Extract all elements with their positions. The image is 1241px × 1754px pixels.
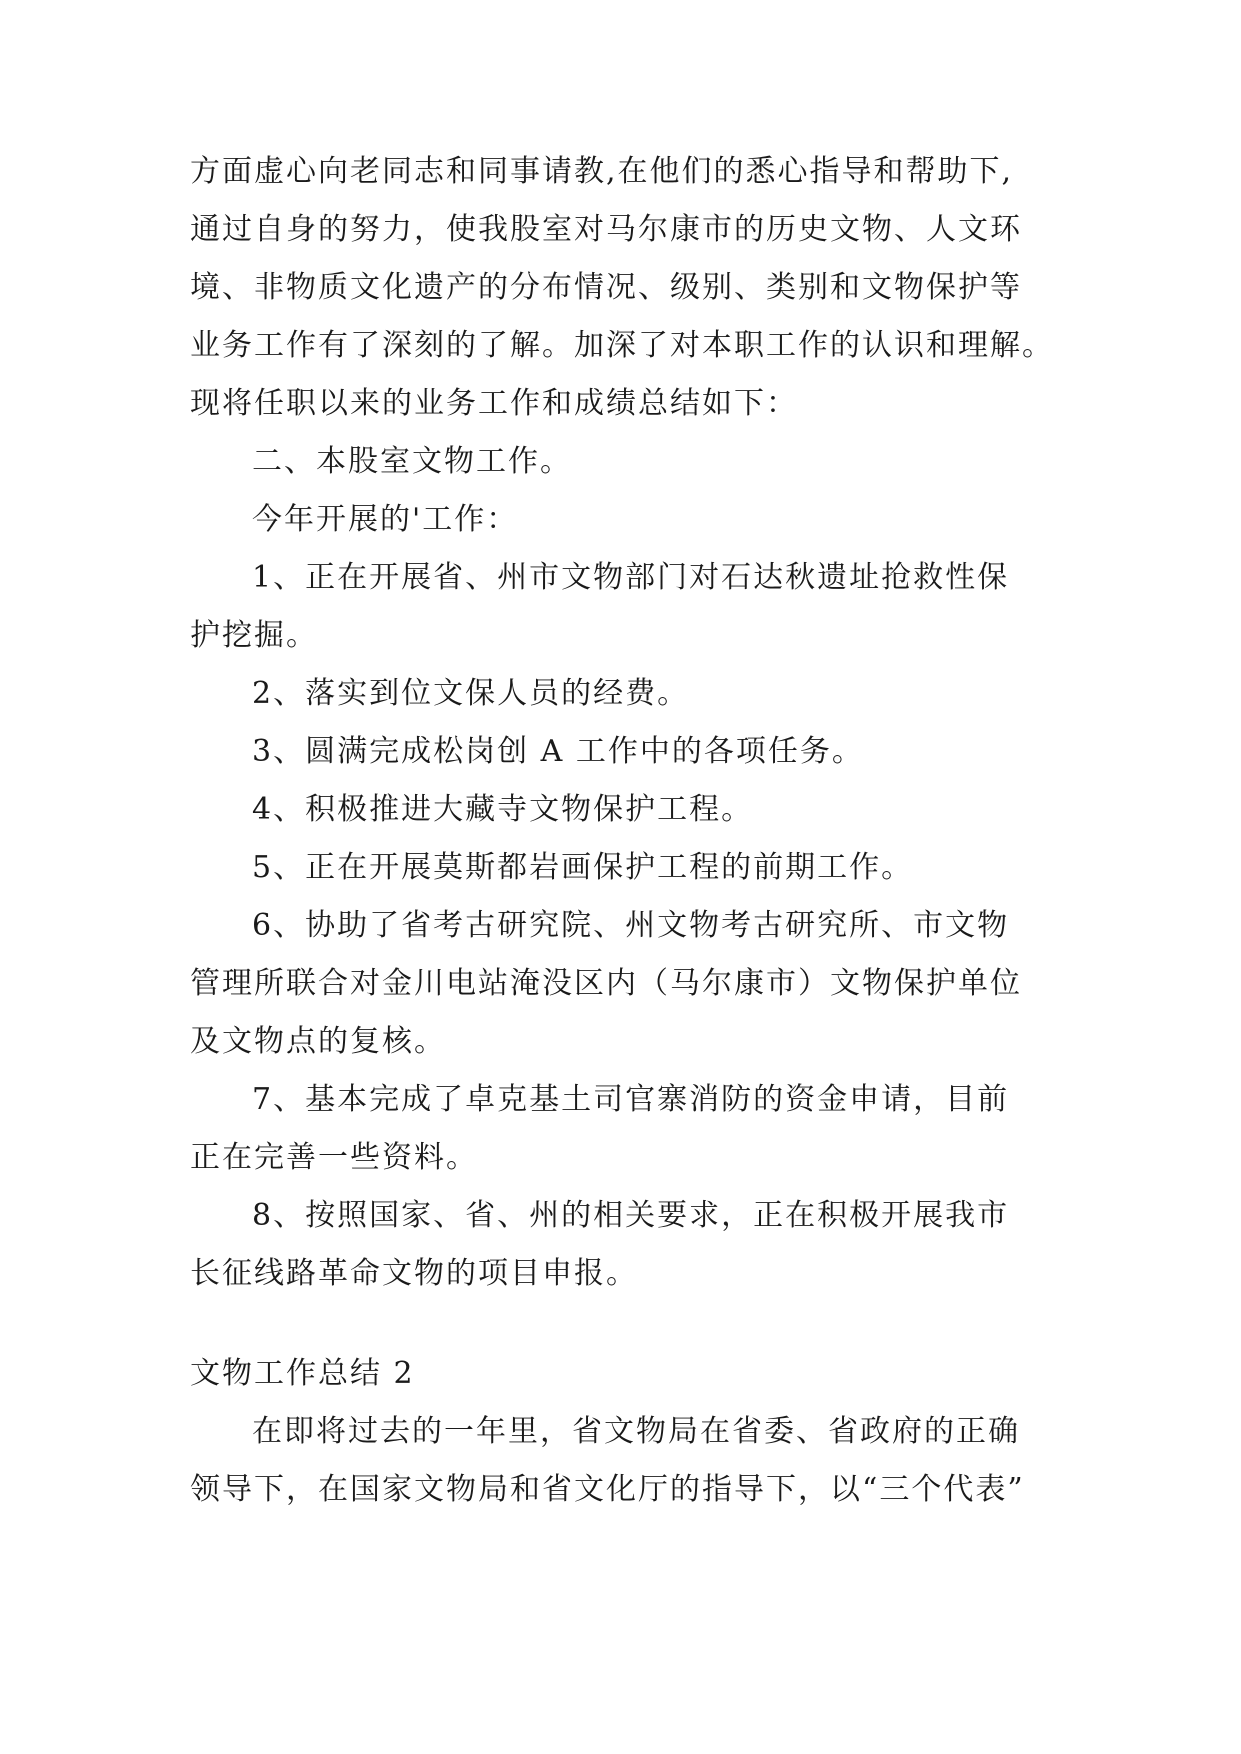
list-item-continuation: 及文物点的复核。 [190,1024,446,1059]
paragraph-line: 今年开展的'工作： [252,502,519,537]
paragraph-line: 现将任职以来的业务工作和成绩总结如下： [190,386,798,421]
paragraph-line: 业务工作有了深刻的了解。加深了对本职工作的认识和理解。 [190,328,1054,363]
list-item: 7、基本完成了卓克基土司官寨消防的资金申请，目前 [252,1082,1010,1117]
paragraph-line: 在即将过去的一年里，省文物局在省委、省政府的正确 [252,1414,1020,1449]
list-item: 4、积极推进大藏寺文物保护工程。 [252,792,754,827]
list-item: 1、正在开展省、州市文物部门对石达秋遗址抢救性保 [252,560,1010,595]
paragraph-line: 通过自身的努力，使我股室对马尔康市的历史文物、人文环 [190,212,1022,247]
list-item: 3、圆满完成松岗创 A 工作中的各项任务。 [252,734,864,769]
list-item-continuation: 长征线路革命文物的项目申报。 [190,1256,638,1291]
list-item-continuation: 管理所联合对金川电站淹没区内（马尔康市）文物保护单位 [190,966,1022,1001]
paragraph-line: 领导下，在国家文物局和省文化厅的指导下，以“三个代表” [190,1472,1025,1507]
list-item: 8、按照国家、省、州的相关要求，正在积极开展我市 [252,1198,1010,1233]
list-item: 5、正在开展莫斯都岩画保护工程的前期工作。 [252,850,914,885]
paragraph-line: 境、非物质文化遗产的分布情况、级别、类别和文物保护等 [190,270,1022,305]
list-item-continuation: 护挖掘。 [190,618,318,653]
paragraph-line: 方面虚心向老同志和同事请教,在他们的悉心指导和帮助下, [190,154,1014,189]
list-item: 6、协助了省考古研究院、州文物考古研究所、市文物 [252,908,1010,943]
section-heading: 二、本股室文物工作。 [252,444,572,479]
section-title: 文物工作总结 2 [190,1356,415,1391]
list-item-continuation: 正在完善一些资料。 [190,1140,478,1175]
list-item: 2、落实到位文保人员的经费。 [252,676,690,711]
